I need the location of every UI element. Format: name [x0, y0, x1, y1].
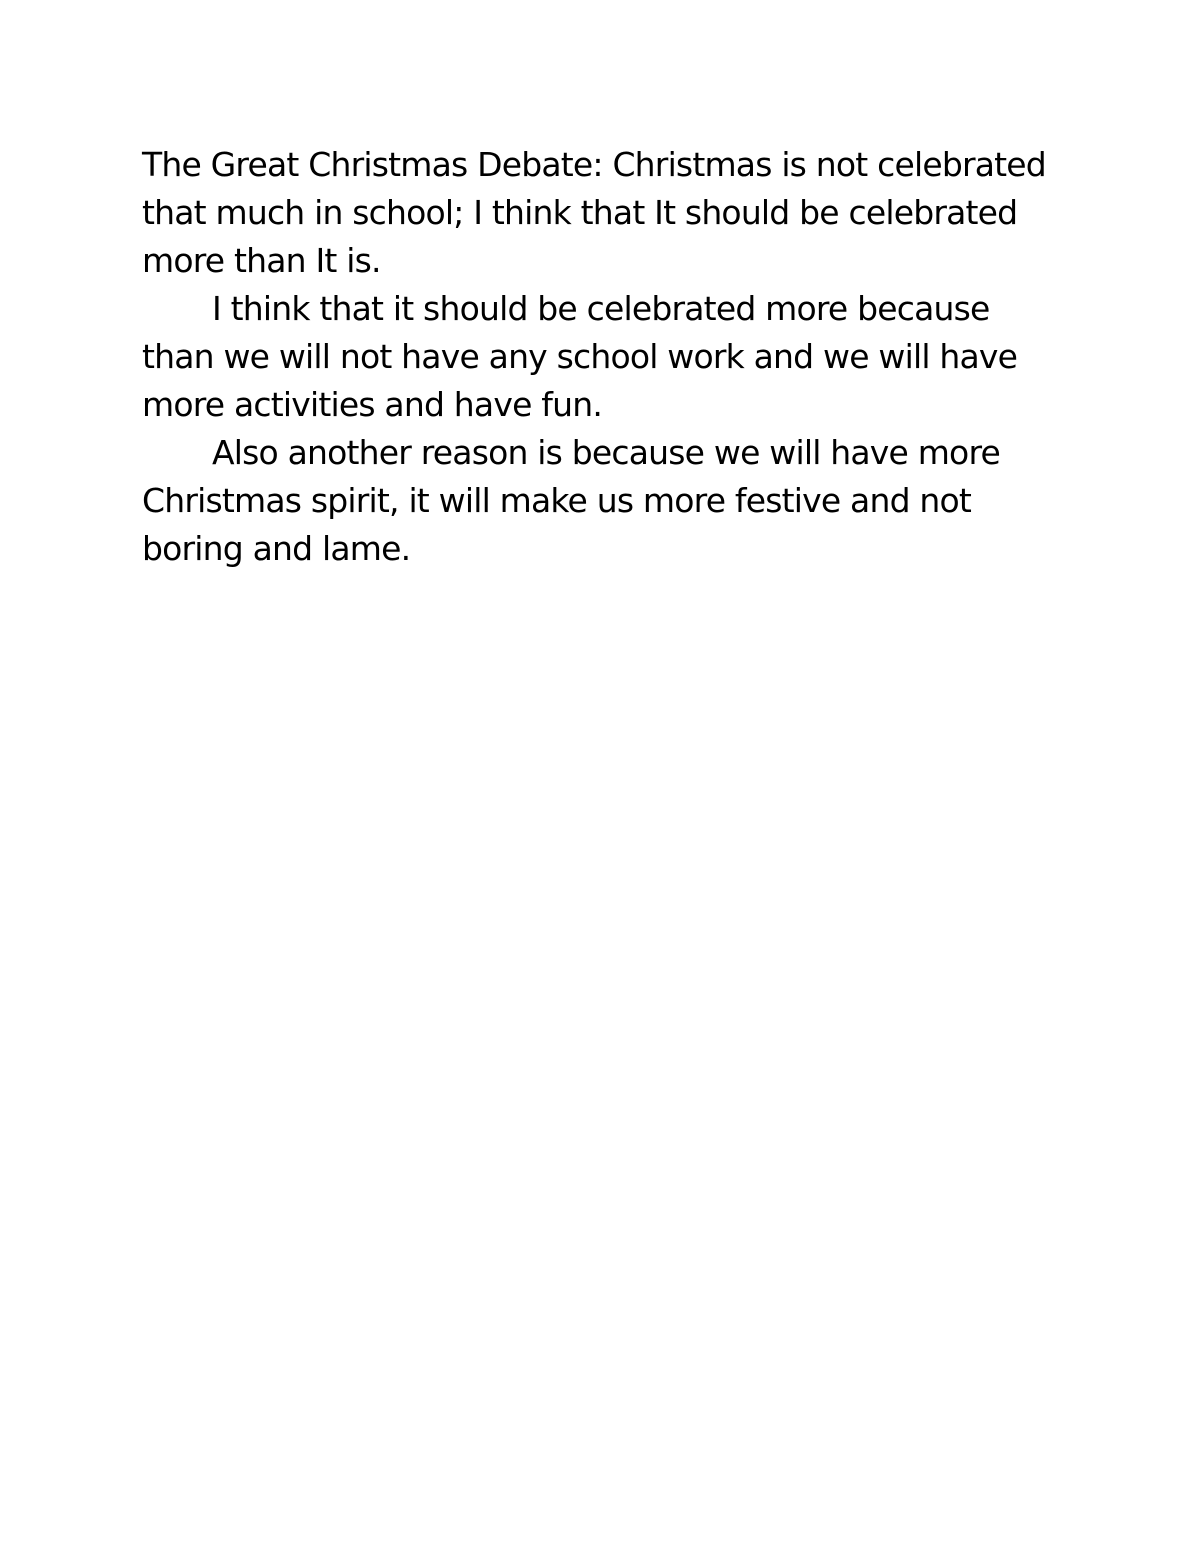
text-line: boring and lame.: [142, 529, 411, 568]
text-line: Christmas spirit, it will make us more festive and not: [142, 481, 972, 520]
paragraph-reason-one: [142, 285, 1058, 429]
text-line: than we will not have any school work and we will have: [142, 337, 1018, 376]
document-body: [142, 141, 1058, 573]
text-line: The Great Christmas Debate: Christmas is not celebrated: [142, 145, 1046, 184]
text-line: more activities and have fun.: [142, 385, 603, 424]
paragraph-reason-two: [142, 429, 1058, 573]
text-line: more than It is.: [142, 241, 381, 280]
paragraph-intro: [142, 141, 1058, 285]
text-line: Also another reason is because we will have more: [212, 433, 1000, 472]
text-line: that much in school; I think that It should be celebrated: [142, 193, 1018, 232]
text-line: I think that it should be celebrated more because: [212, 289, 990, 328]
